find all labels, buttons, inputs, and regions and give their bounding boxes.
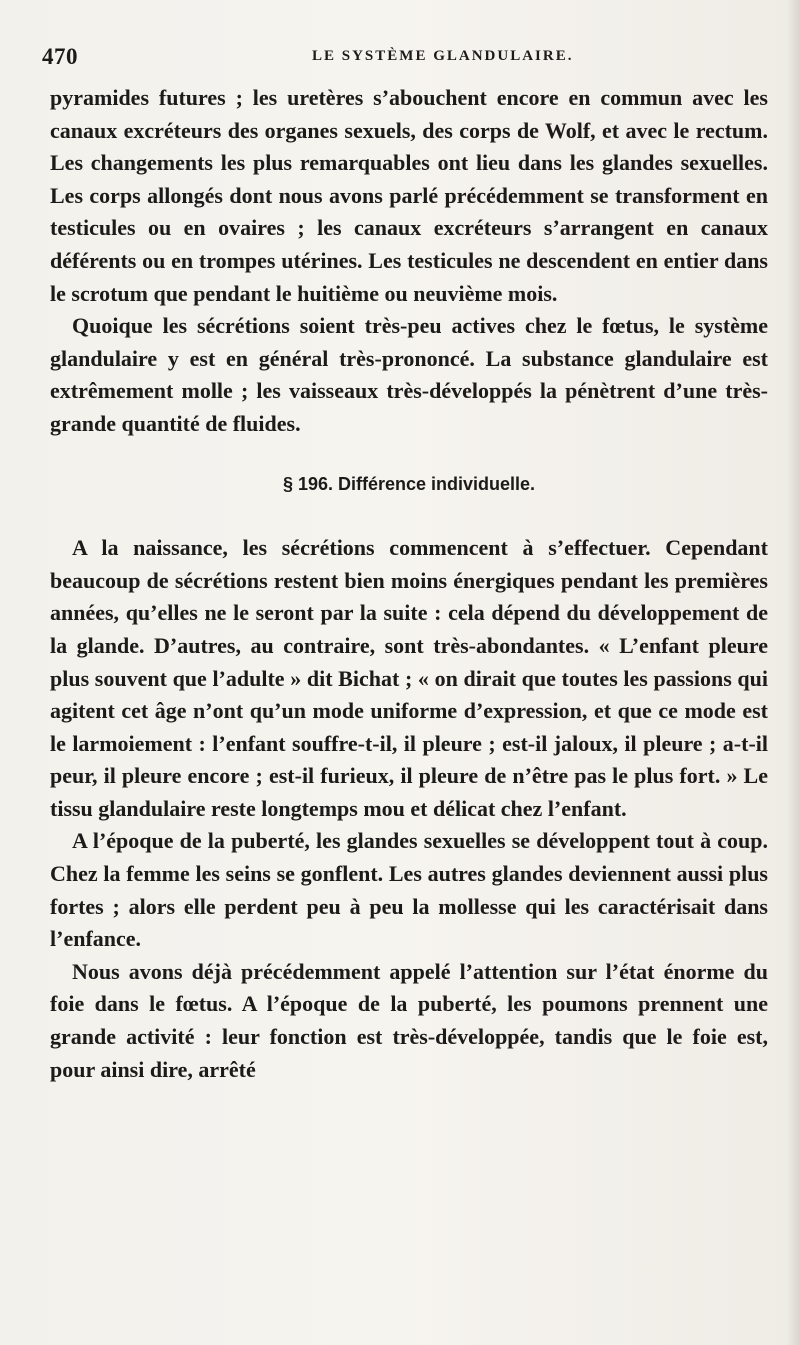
body-text	[50, 82, 768, 1086]
section-heading: § 196. Différence individuelle.	[282, 473, 536, 494]
paragraph-5: Nous avons déjà précédemment appelé l’attention sur l’état énorme du foie dans le fœtus. A l’époque de la puberté, les poumons prennent une grande activité : leur fonction est très-développée, tandis que le foie est, pour ainsi dire, arrêté	[50, 958, 768, 1082]
page-edge-shadow	[786, 0, 800, 1345]
paragraph-1: pyramides futures ; les uretères s’abouchent encore en commun avec les canaux excréteurs des organes sexuels, des corps de Wolf, et avec le rectum. Les changements les plus remarquables ont lieu dans les glandes sexuelles. Les corps allongés dont nous avons parlé précédemment se transforment en testicules ou en ovaires ; les canaux excréteurs s’arrangent en canaux déférents ou en trompes utérines. Les testicules ne descendent en entier dans le scrotum que pendant le huitième ou neuvième mois.	[50, 85, 768, 306]
page-number: 470	[42, 44, 78, 69]
paragraph-3: A la naissance, les sécrétions commencent à s’effectuer. Cependant beaucoup de sécrétions restent bien moins énergiques pendant les premières années, qu’elles ne le seront par la suite : cela dépend du développement de la glande. D’autres, au contraire, sont très-abondantes. « L’enfant pleure plus souvent que l’adulte » dit Bichat ; « on dirait que toutes les passions qui agitent cet âge n’ont qu’un mode uniforme d’expression, et que ce mode est le larmoiement : l’enfant souffre-t-il, il pleure ; est-il jaloux, il pleure ; a-t-il peur, il pleure encore ; est-il furieux, il pleure de n’être pas le plus fort. » Le tissu glandulaire reste longtemps mou et délicat chez l’enfant.	[50, 535, 768, 821]
paragraph-4: A l’époque de la puberté, les glandes sexuelles se développent tout à coup. Chez la femme les seins se gonflent. Les autres glandes deviennent aussi plus fortes ; alors elle perdent peu à peu la mollesse qui les caractérisait dans l’enfance.	[50, 828, 768, 952]
page-header	[42, 40, 742, 80]
running-head: LE SYSTÈME GLANDULAIRE.	[312, 48, 574, 64]
paragraph-2: Quoique les sécrétions soient très-peu actives chez le fœtus, le système glandulaire y est en général très-prononcé. La substance glandulaire est extrêmement molle ; les vaisseaux très-développés la pénètrent d’une très-grande quantité de fluides.	[50, 313, 768, 436]
